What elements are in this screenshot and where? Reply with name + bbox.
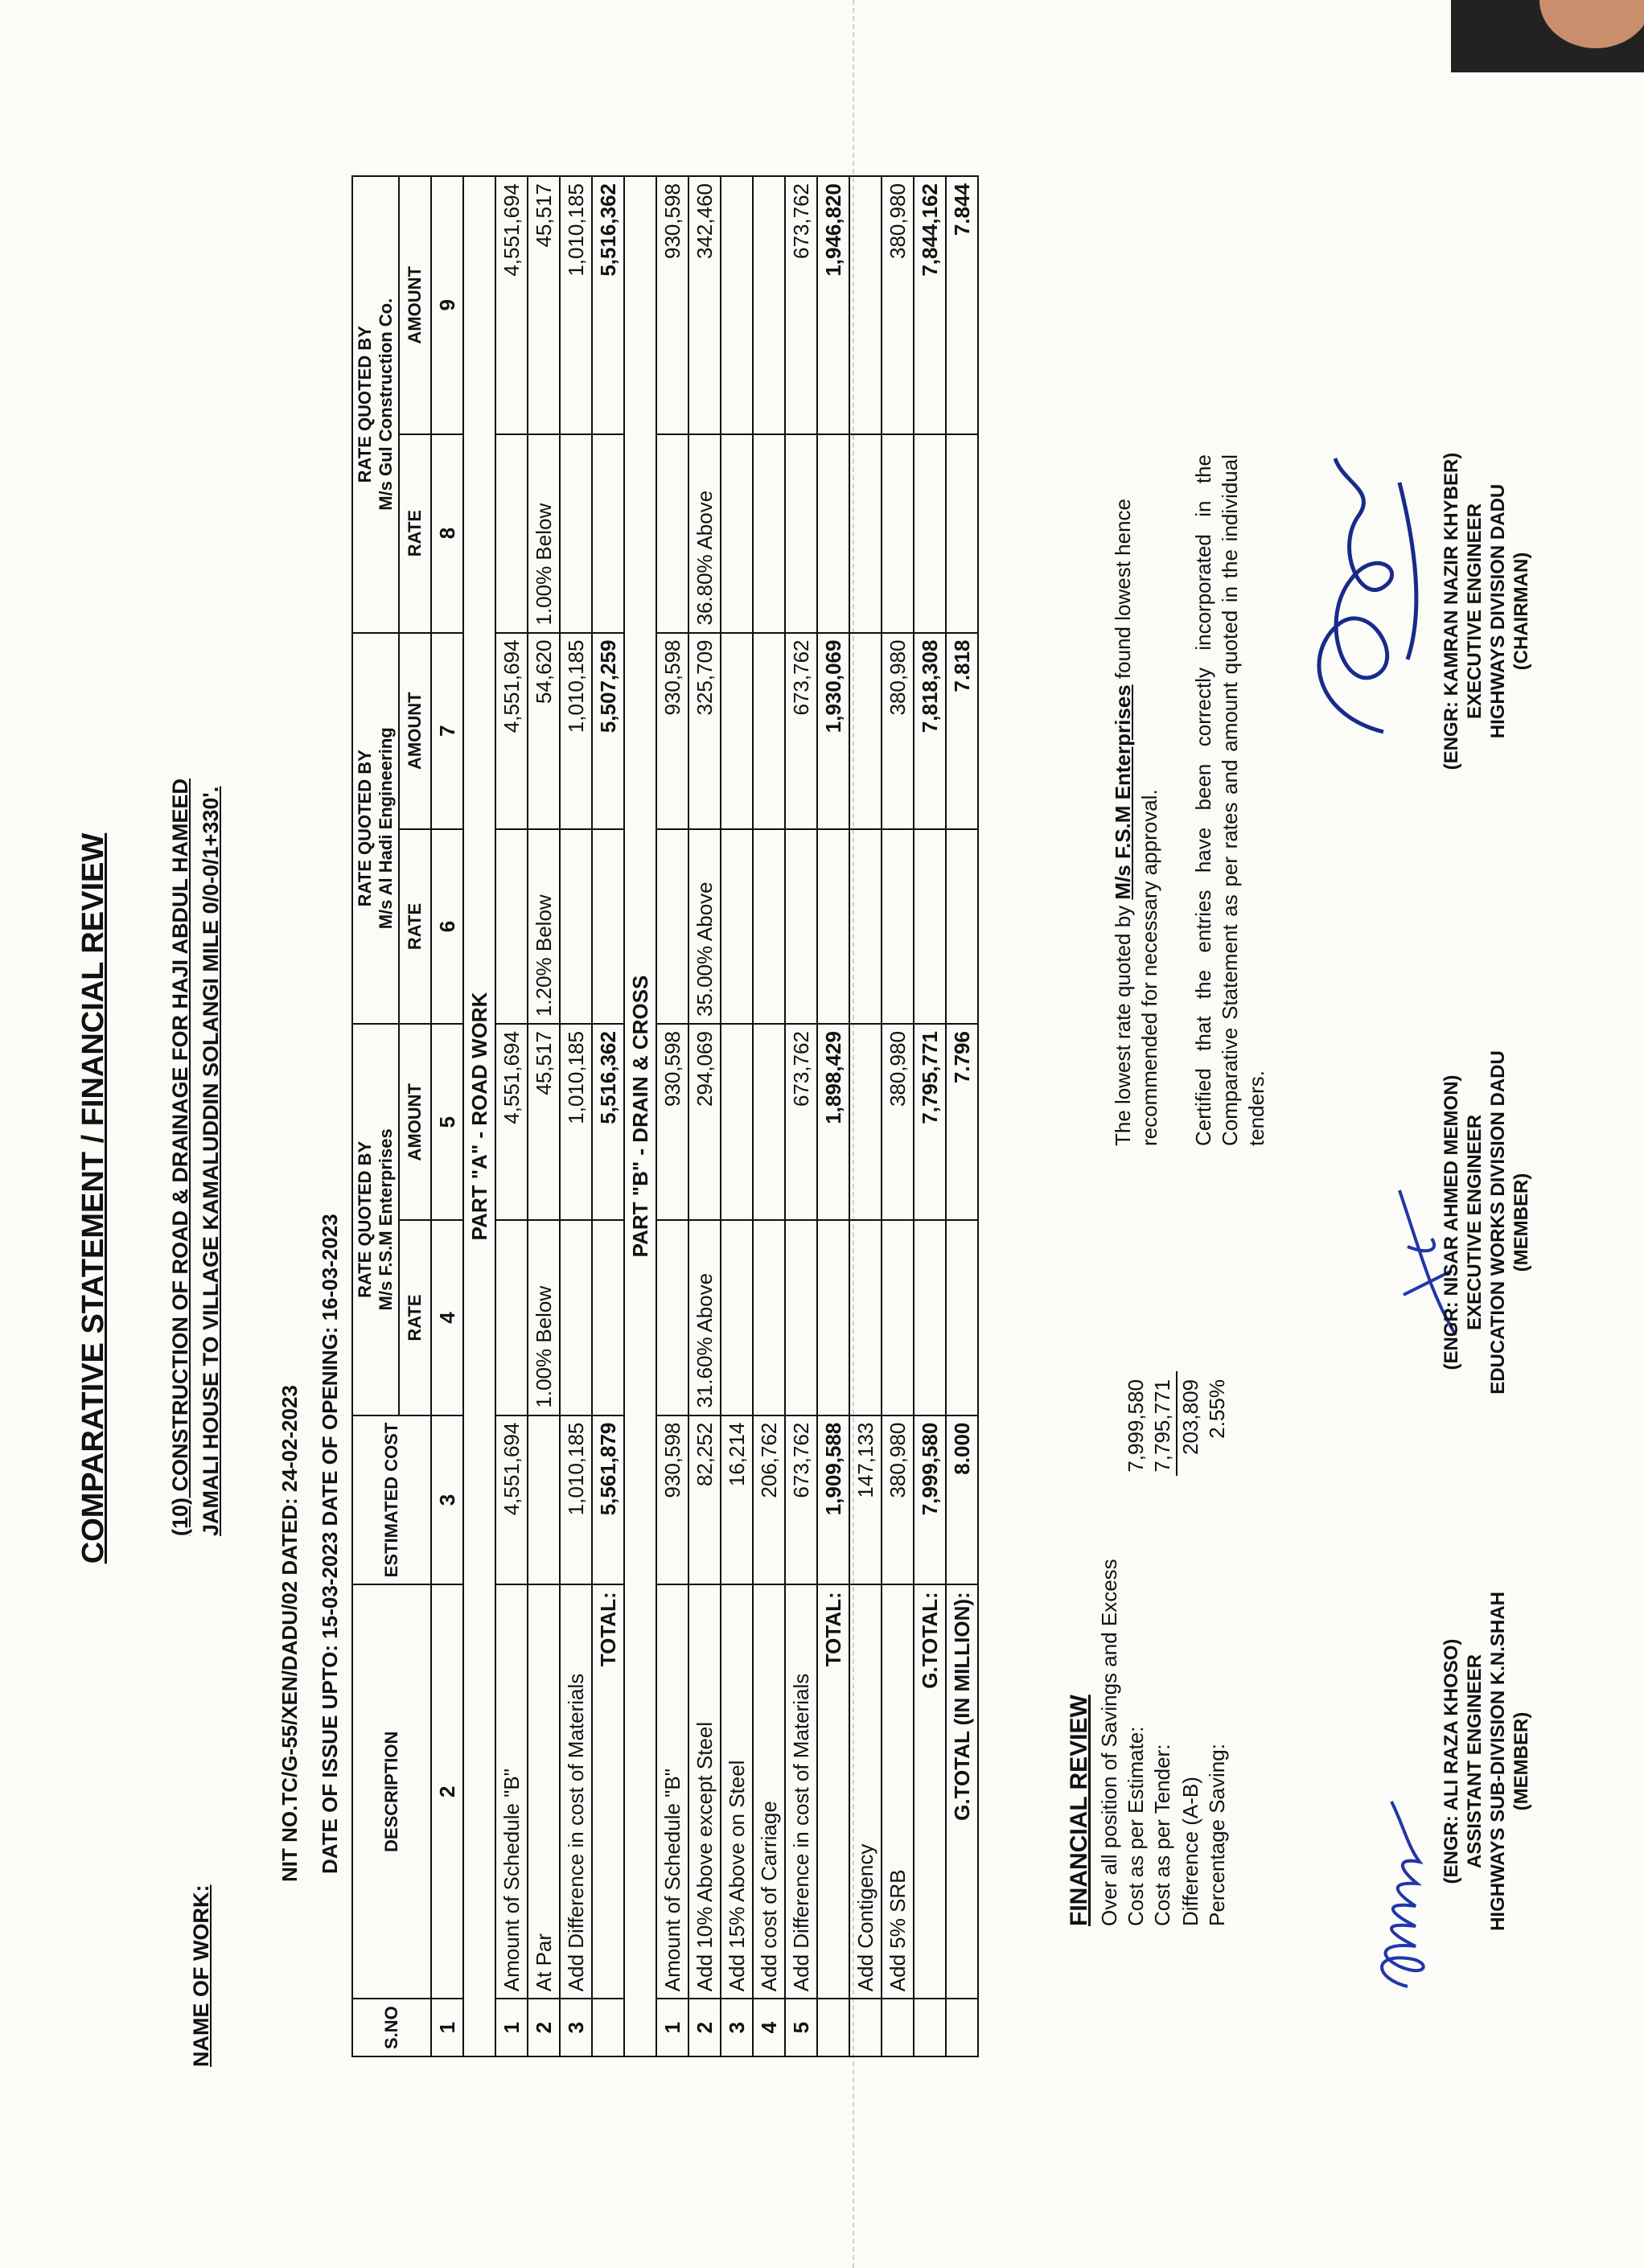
table-row [528, 176, 560, 2056]
row-sno: 1 [656, 1999, 688, 2056]
header-amount: AMOUNT [399, 176, 431, 434]
row-rate-3 [560, 434, 592, 633]
row-amount-1 [753, 1024, 785, 1220]
row-estimated: 147,133 [849, 1415, 882, 1585]
contigency-row [849, 176, 882, 2056]
row-rate-3: 36.80% Above [688, 434, 721, 633]
row-sno: 4 [753, 1999, 785, 2056]
grand-total-million-row [946, 176, 978, 2056]
signatory-name: (ENGR: KAMRAN NAZIR KHYBER) [1441, 452, 1462, 770]
row-estimated: 1,010,185 [560, 1415, 592, 1585]
row-amount-1: 380,980 [882, 1024, 914, 1220]
part-a-total-row [592, 176, 624, 2056]
row-amount-2: 1,010,185 [560, 633, 592, 829]
row-estimated: 930,598 [656, 1415, 688, 1585]
signatory-title: EXECUTIVE ENGINEER [1464, 1114, 1486, 1331]
certification-text: Certified that the entries have been correctly incorporated in the Comparative Statement as per rates and amount quoted in the individual tenders. [1191, 454, 1268, 1146]
row-rate-2 [753, 829, 785, 1024]
signatory-title: EXECUTIVE ENGINEER [1464, 503, 1486, 720]
signatory-2 [1440, 997, 1533, 1448]
row-estimated [528, 1415, 560, 1585]
row-rate-3 [721, 434, 753, 633]
header-rate: RATE [399, 434, 431, 633]
financial-intro: Over all position of Savings and Excess [1097, 1559, 1121, 1926]
header-rate-quoted-by: RATE QUOTED BY [355, 750, 375, 907]
total-amount-1: 5,516,362 [592, 1024, 624, 1220]
signatory-role: (MEMBER) [1510, 1173, 1532, 1272]
row-rate-1 [785, 1220, 817, 1415]
header-description: DESCRIPTION [352, 1584, 431, 1999]
nit-number: NIT NO.TC/G-55/XEN/DADU/02 DATED: 24-02-2023 [277, 1385, 302, 1882]
row-rate-3: 1.00% Below [528, 434, 560, 633]
signature-ali-raza-khoso [1359, 1793, 1448, 2003]
row-rate-2: 1.20% Below [528, 829, 560, 1024]
financial-label: Difference (A-B) [1178, 1777, 1202, 1926]
row-description: Add Difference in cost of Materials [785, 1584, 817, 1999]
row-amount-3: 380,980 [882, 176, 914, 434]
row-rate-2 [560, 829, 592, 1024]
row-description: Add cost of Carriage [753, 1584, 785, 1999]
table-row [785, 176, 817, 2056]
header-amount: AMOUNT [399, 1024, 431, 1220]
row-amount-3 [753, 176, 785, 434]
header-bidder-1 [352, 1024, 399, 1415]
total-amount-2: 5,507,259 [592, 633, 624, 829]
bidder-2-name: M/s Al Hadi Engineering [376, 727, 396, 930]
row-description: Amount of Schedule "B" [656, 1584, 688, 1999]
work-line-1: (10) CONSTRUCTION OF ROAD & DRAINAGE FOR HAJI ABDUL HAMEED [168, 778, 192, 1536]
row-description: Add Contigency [849, 1584, 882, 1999]
row-description: Add 5% SRB [882, 1584, 914, 1999]
row-amount-2: 325,709 [688, 633, 721, 829]
row-rate-3 [753, 434, 785, 633]
column-number: 4 [431, 1220, 463, 1415]
row-amount-1: 930,598 [656, 1024, 688, 1220]
header-rate-quoted-by: RATE QUOTED BY [355, 326, 375, 483]
column-number: 6 [431, 829, 463, 1024]
row-amount-3: 4,551,694 [495, 176, 528, 434]
row-sno: 3 [721, 1999, 753, 2056]
row-rate-3 [495, 434, 528, 633]
financial-row [1149, 1371, 1176, 1926]
grand-total-million-estimated: 8.000 [946, 1415, 978, 1585]
recommendation-text: The lowest rate quoted by M/s F.S.M Enterprises found lowest hence recommended for necessary approval. [1111, 499, 1161, 1146]
grand-total-amount-2: 7,818,308 [914, 633, 946, 829]
part-b-heading-row [624, 176, 656, 2056]
row-amount-3: 673,762 [785, 176, 817, 434]
total-label: TOTAL: [592, 1584, 624, 1999]
table-row [721, 176, 753, 2056]
issue-opening-dates: DATE OF ISSUE UPTO: 15-03-2023 DATE OF OPENING: 16-03-2023 [318, 1214, 342, 1874]
row-amount-2: 4,551,694 [495, 633, 528, 829]
bidder-1-name: M/s F.S.M Enterprises [376, 1128, 396, 1311]
row-rate-2 [785, 829, 817, 1024]
column-number: 5 [431, 1024, 463, 1220]
row-rate-1 [560, 1220, 592, 1415]
total-amount-3: 5,516,362 [592, 176, 624, 434]
total-amount-3: 1,946,820 [817, 176, 849, 434]
row-amount-1: 294,069 [688, 1024, 721, 1220]
name-of-work-text [165, 779, 226, 1536]
table-row [560, 176, 592, 2056]
grand-total-amount-3: 7,844,162 [914, 176, 946, 434]
signatory-title: ASSISTANT ENGINEER [1464, 1654, 1486, 1869]
comparative-table [351, 175, 979, 2057]
financial-label: Cost as per Tender: [1150, 1744, 1174, 1926]
signatory-1 [1440, 1496, 1533, 2027]
row-rate-1 [721, 1220, 753, 1415]
part-b-title: PART "B" - DRAIN & CROSS [624, 176, 656, 2056]
table-row [753, 176, 785, 2056]
total-estimated: 1,909,588 [817, 1415, 849, 1585]
row-sno: 2 [528, 1999, 560, 2056]
grand-total-million-3: 7.844 [946, 176, 978, 434]
column-number-row [431, 176, 463, 2056]
row-sno: 5 [785, 1999, 817, 2056]
signatory-name: (ENGR: NISAR AHMED MEMON) [1441, 1074, 1462, 1370]
grand-total-million-1: 7.796 [946, 1024, 978, 1220]
grand-total-amount-1: 7,795,771 [914, 1024, 946, 1220]
financial-value: 7,999,580 [1124, 1379, 1148, 1473]
row-amount-2: 930,598 [656, 633, 688, 829]
row-estimated: 16,214 [721, 1415, 753, 1585]
header-bidder-2 [352, 633, 399, 1025]
financial-value: 7,795,771 [1150, 1379, 1174, 1473]
row-description: Add 15% Above on Steel [721, 1584, 753, 1999]
total-estimated: 5,561,879 [592, 1415, 624, 1585]
header-estimated-cost: ESTIMATED COST [352, 1415, 431, 1585]
column-number: 9 [431, 176, 463, 434]
row-amount-2: 673,762 [785, 633, 817, 829]
document-title: COMPARATIVE STATEMENT / FINANCIAL REVIEW [76, 832, 110, 1564]
table-row [656, 176, 688, 2056]
row-rate-2 [656, 829, 688, 1024]
row-rate-1: 1.00% Below [528, 1220, 560, 1415]
row-description: Add Difference in cost of Materials [560, 1584, 592, 1999]
signatory-name: (ENGR: ALI RAZA KHOSO) [1441, 1638, 1462, 1884]
financial-value: 2.55% [1205, 1379, 1229, 1439]
row-rate-1: 31.60% Above [688, 1220, 721, 1415]
row-amount-1: 1,010,185 [560, 1024, 592, 1220]
row-sno: 1 [495, 1999, 528, 2056]
row-rate-3 [656, 434, 688, 633]
grand-total-million-2: 7.818 [946, 633, 978, 829]
row-amount-3: 1,010,185 [560, 176, 592, 434]
row-rate-2: 35.00% Above [688, 829, 721, 1024]
name-of-work-label: NAME OF WORK: [189, 1884, 213, 2067]
column-number: 2 [431, 1584, 463, 1999]
financial-row [1178, 1371, 1204, 1926]
header-rate-quoted-by: RATE QUOTED BY [355, 1140, 375, 1298]
column-number: 3 [431, 1415, 463, 1585]
row-amount-1: 45,517 [528, 1024, 560, 1220]
column-number: 7 [431, 633, 463, 829]
financial-row [1204, 1371, 1231, 1926]
financial-row [1123, 1371, 1149, 1926]
part-a-heading-row [463, 176, 495, 2056]
row-amount-3: 45,517 [528, 176, 560, 434]
signatory-role: (MEMBER) [1510, 1711, 1532, 1811]
column-number: 1 [431, 1999, 463, 2056]
row-amount-2 [753, 633, 785, 829]
header-row-1 [352, 176, 399, 2056]
signatory-office: HIGHWAYS SUB-DIVISION K.N.SHAH [1487, 1592, 1509, 1931]
financial-label: Percentage Saving: [1205, 1744, 1229, 1926]
part-a-title: PART "A" - ROAD WORK [463, 176, 495, 2056]
row-amount-3: 342,460 [688, 176, 721, 434]
row-estimated: 82,252 [688, 1415, 721, 1585]
work-line-2: JAMALI HOUSE TO VILLAGE KAMALUDDIN SOLANGI MILE 0/0-0/1+330'. [199, 786, 223, 1536]
column-number: 8 [431, 434, 463, 633]
row-description: Add 10% Above except Steel [688, 1584, 721, 1999]
signature-kamran-nazir-khyber [1287, 434, 1448, 756]
row-estimated: 206,762 [753, 1415, 785, 1585]
row-rate-2 [721, 829, 753, 1024]
header-bidder-3 [352, 176, 399, 633]
header-rate: RATE [399, 1220, 431, 1415]
total-label: TOTAL: [817, 1584, 849, 1999]
row-rate-3 [785, 434, 817, 633]
row-amount-2: 380,980 [882, 633, 914, 829]
total-amount-2: 1,930,069 [817, 633, 849, 829]
part-b-total-row [817, 176, 849, 2056]
signatory-office: EDUCATION WORKS DIVISION DADU [1487, 1050, 1509, 1395]
row-sno: 3 [560, 1999, 592, 2056]
row-amount-3 [721, 176, 753, 434]
signatory-role: (CHAIRMAN) [1510, 552, 1532, 671]
grand-total-estimated: 7,999,580 [914, 1415, 946, 1585]
table-row [688, 176, 721, 2056]
grand-total-million-label: G.TOTAL (IN MILLION): [946, 1584, 978, 1999]
financial-review [1066, 1371, 1231, 1926]
signatory-office: HIGHWAYS DIVISION DADU [1487, 483, 1509, 739]
grand-total-label: G.TOTAL: [914, 1584, 946, 1999]
row-amount-1 [721, 1024, 753, 1220]
row-rate-1 [656, 1220, 688, 1415]
row-rate-1 [753, 1220, 785, 1415]
bidder-3-name: M/s Gul Construction Co. [376, 298, 396, 511]
row-description: Amount of Schedule "B" [495, 1584, 528, 1999]
row-estimated: 4,551,694 [495, 1415, 528, 1585]
row-estimated: 673,762 [785, 1415, 817, 1585]
header-sno: S.NO [352, 1999, 431, 2056]
financial-label: Cost as per Estimate: [1124, 1726, 1148, 1926]
row-sno: 2 [688, 1999, 721, 2056]
row-amount-2: 54,620 [528, 633, 560, 829]
recommended-firm: M/s F.S.M Enterprises [1111, 684, 1135, 900]
row-description: At Par [528, 1584, 560, 1999]
header-amount: AMOUNT [399, 633, 431, 829]
row-amount-2 [721, 633, 753, 829]
row-amount-1: 673,762 [785, 1024, 817, 1220]
srb-row [882, 176, 914, 2056]
row-rate-2 [495, 829, 528, 1024]
header-rate: RATE [399, 829, 431, 1024]
financial-review-heading: FINANCIAL REVIEW [1066, 1695, 1092, 1926]
financial-value: 203,809 [1178, 1379, 1202, 1455]
grand-total-row [914, 176, 946, 2056]
row-amount-3: 930,598 [656, 176, 688, 434]
table-row [495, 176, 528, 2056]
row-rate-1 [495, 1220, 528, 1415]
row-estimated: 380,980 [882, 1415, 914, 1585]
signatory-3 [1440, 386, 1533, 836]
total-amount-1: 1,898,429 [817, 1024, 849, 1220]
row-amount-1: 4,551,694 [495, 1024, 528, 1220]
